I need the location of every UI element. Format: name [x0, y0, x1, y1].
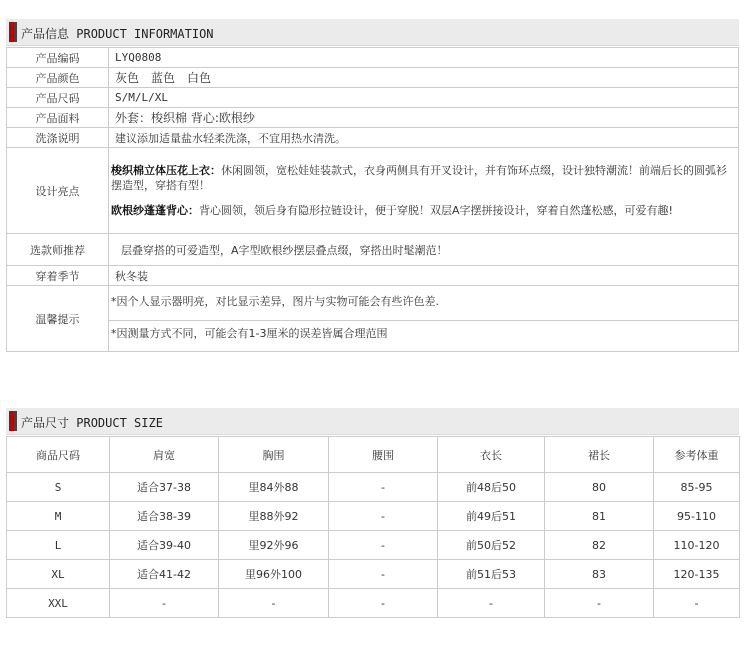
- table-cell: -: [438, 589, 545, 618]
- product-info-title-cn: 产品信息: [21, 27, 70, 41]
- info-value: S/M/L/XL: [109, 88, 739, 108]
- table-cell: 里84外88: [219, 473, 329, 502]
- table-cell: 适合41-42: [110, 560, 219, 589]
- design-paragraph-2: [111, 203, 738, 218]
- table-row: [7, 531, 740, 560]
- design-paragraph-2-title: 欧根纱蓬蓬背心：: [111, 204, 199, 217]
- product-size-header: [6, 408, 739, 435]
- table-cell: 适合39-40: [110, 531, 219, 560]
- table-cell: 95-110: [654, 502, 740, 531]
- table-cell: 里88外92: [219, 502, 329, 531]
- table-row: [7, 589, 740, 618]
- info-value: 外套：梭织棉 背心:欧根纱: [109, 108, 739, 128]
- design-paragraph-1-text: 休闲圆领，宽松娃娃装款式，衣身两侧具有开叉设计，并有饰环点缀，设计独特潮流！前端后长的圆弧衫摆造型，穿搭有型！: [111, 164, 727, 192]
- design-paragraph-1-title: 梭织棉立体压花上衣：: [111, 164, 221, 177]
- table-cell: -: [329, 473, 438, 502]
- product-size-title-cn: 产品尺寸: [21, 416, 70, 430]
- notice-line-2: *因测量方式不同，可能会有1-3厘米的误差皆属合理范围: [111, 326, 388, 340]
- column-header: 商品尺码: [7, 437, 110, 473]
- table-cell: 82: [545, 531, 654, 560]
- design-paragraph-2-text: 背心圆领，领后身有隐形拉链设计，便于穿脱！双层A字摆拼接设计，穿着自然蓬松感，可爱有趣!: [199, 204, 673, 217]
- product-info-table: [6, 47, 739, 352]
- table-row: [7, 502, 740, 531]
- info-label: 设计亮点: [7, 148, 109, 234]
- table-row: [7, 560, 740, 589]
- table-cell: -: [329, 560, 438, 589]
- info-label: 产品编码: [7, 48, 109, 68]
- table-cell: 适合37-38: [110, 473, 219, 502]
- design-highlights: [109, 148, 739, 234]
- table-row: [7, 473, 740, 502]
- table-cell: 110-120: [654, 531, 740, 560]
- column-header: 裙长: [545, 437, 654, 473]
- column-header: 胸围: [219, 437, 329, 473]
- product-info-title-en: PRODUCT INFORMATION: [76, 27, 214, 41]
- info-row-season: [7, 266, 739, 286]
- info-value: 建议添加适量盐水轻柔洗涤，不宜用热水清洗。: [109, 128, 739, 148]
- table-cell: 前50后52: [438, 531, 545, 560]
- table-cell: 83: [545, 560, 654, 589]
- table-cell: 120-135: [654, 560, 740, 589]
- header-accent-bar-dark: [14, 22, 17, 42]
- table-cell: -: [219, 589, 329, 618]
- product-info-title: [21, 25, 214, 42]
- info-label: 选款师推荐: [7, 234, 109, 266]
- info-value: LYQ0808: [109, 48, 739, 68]
- info-value: 灰色 蓝色 白色: [109, 68, 739, 88]
- info-row-stylist: [7, 234, 739, 266]
- table-cell: -: [329, 502, 438, 531]
- table-cell: -: [110, 589, 219, 618]
- table-cell: 适合38-39: [110, 502, 219, 531]
- size-cell: S: [7, 473, 110, 502]
- table-cell: -: [329, 589, 438, 618]
- table-cell: -: [545, 589, 654, 618]
- table-cell: 80: [545, 473, 654, 502]
- table-cell: 里92外96: [219, 531, 329, 560]
- table-cell: 前51后53: [438, 560, 545, 589]
- info-label: 产品面料: [7, 108, 109, 128]
- size-cell: M: [7, 502, 110, 531]
- table-cell: 前49后51: [438, 502, 545, 531]
- info-row-code: [7, 48, 739, 68]
- column-header: 衣长: [438, 437, 545, 473]
- info-label: 温馨提示: [7, 286, 109, 352]
- column-header: 肩宽: [110, 437, 219, 473]
- info-label: 产品颜色: [7, 68, 109, 88]
- info-row-size: [7, 88, 739, 108]
- table-cell: 81: [545, 502, 654, 531]
- info-label: 洗涤说明: [7, 128, 109, 148]
- notice-cell: [109, 286, 739, 352]
- table-cell: -: [329, 531, 438, 560]
- info-row-wash: [7, 128, 739, 148]
- info-label: 穿着季节: [7, 266, 109, 286]
- header-accent-bar-dark: [14, 411, 17, 431]
- info-row-design: [7, 148, 739, 234]
- product-size-title-en: PRODUCT SIZE: [76, 416, 163, 430]
- product-info-header: [6, 19, 739, 46]
- notice-line-1: *因个人显示器明亮，对比显示差异，图片与实物可能会有些许色差.: [111, 294, 439, 308]
- info-label: 产品尺码: [7, 88, 109, 108]
- table-cell: 里96外100: [219, 560, 329, 589]
- info-row-notice: [7, 286, 739, 352]
- size-table: [6, 436, 740, 618]
- column-header: 参考体重: [654, 437, 740, 473]
- column-header: 腰围: [329, 437, 438, 473]
- table-cell: -: [654, 589, 740, 618]
- info-row-color: [7, 68, 739, 88]
- size-cell: L: [7, 531, 110, 560]
- product-size-title: [21, 414, 163, 431]
- table-cell: 85-95: [654, 473, 740, 502]
- size-table-header-row: [7, 437, 740, 473]
- info-value: 秋冬装: [109, 266, 739, 286]
- table-cell: 前48后50: [438, 473, 545, 502]
- design-paragraph-1: [111, 163, 738, 193]
- size-cell: XL: [7, 560, 110, 589]
- info-value: 层叠穿搭的可爱造型，A字型欧根纱摆层叠点缀，穿搭出时髦潮范！: [109, 234, 739, 266]
- info-row-fabric: [7, 108, 739, 128]
- size-cell: XXL: [7, 589, 110, 618]
